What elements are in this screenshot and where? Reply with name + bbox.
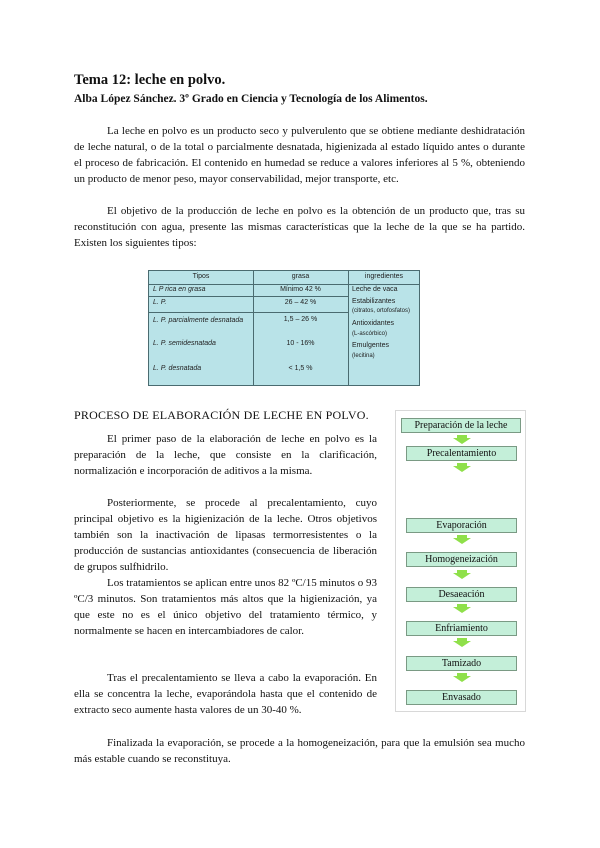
table-cell-tipo: L. P. parcialmente desnatada bbox=[153, 317, 244, 324]
intro-paragraph-1: La leche en polvo es un producto seco y pulverulento que se obtiene mediante deshidratación de leche natural, o de la total o parcialmente desnatada, higienizada al estado líquido antes o durante el proceso de fabricación. El contenido en humedad se reduce a valores inferiores al 5 %, obteniendo un producto de menor peso, mayor conservabilidad, mejor transporte, etc. bbox=[74, 125, 525, 185]
process-flowchart bbox=[395, 410, 526, 712]
table-cell-ingrediente: Emulgentes bbox=[352, 342, 389, 349]
table-divider bbox=[149, 296, 348, 297]
table-cell-ingrediente: Estabilizantes bbox=[352, 298, 396, 305]
table-cell-tipo: L. P. desnatada bbox=[153, 365, 202, 372]
section-paragraph-3: Los tratamientos se aplican entre unos 82 ºC/15 minutos o 93 ºC/3 minutos. Son tratamientos más altos que la higienización, ya que este no es el único objetivo del tratamiento térmico, y normalmente se hacen en intercambiadores de calor. bbox=[74, 577, 377, 637]
flow-step-desaeacion: Desaeación bbox=[406, 587, 517, 602]
table-cell-grasa: < 1,5 % bbox=[288, 365, 313, 372]
table-cell-ingrediente: (citratos, ortofosfatos) bbox=[352, 308, 411, 314]
table-cell-grasa: Mínimo 42 % bbox=[280, 286, 321, 293]
table-header-tipos: Tipos bbox=[192, 273, 210, 280]
table-cell-ingrediente: Antioxidantes bbox=[352, 320, 395, 327]
table-cell-ingrediente: Leche de vaca bbox=[352, 286, 398, 293]
table-cell-ingrediente: (L-ascórbico) bbox=[352, 331, 388, 337]
table-cell-tipo: L. P. semidesnatada bbox=[153, 340, 216, 347]
table-header-grasa: grasa bbox=[291, 273, 310, 280]
flow-step-evaporacion: Evaporación bbox=[406, 518, 517, 533]
document-title: Tema 12: leche en polvo. bbox=[74, 72, 226, 88]
down-arrow-icon bbox=[453, 604, 471, 613]
flow-step-tamizado: Tamizado bbox=[406, 656, 517, 671]
section-paragraph-4: Tras el precalentamiento se lleva a cabo la evaporación. En ella se concentra la leche, evaporándola hasta que el contenido de extracto seco aumente hasta valores de un 30-40 %. bbox=[74, 672, 377, 716]
flow-step-homogeneizacion: Homogeneización bbox=[406, 552, 517, 567]
table-header-ingredientes: ingredientes bbox=[364, 273, 404, 280]
table-cell-grasa: 1,5 – 26 % bbox=[283, 316, 318, 323]
flow-step-preparacion: Preparación de la leche bbox=[401, 418, 521, 433]
milk-powder-types-table bbox=[148, 270, 420, 386]
down-arrow-icon bbox=[453, 673, 471, 682]
table-cell-ingrediente: (lecitina) bbox=[352, 353, 375, 359]
section-paragraph-2: Posteriormente, se procede al precalentamiento, cuyo principal objetivo es la higienización de la leche. Otros objetivos también son la inactivación de lipasas termorresistentes o la producción de sustancias antioxidantes (consecuencia de liberación de grupos sulfhidrilo. bbox=[74, 497, 377, 573]
intro-paragraph-2: El objetivo de la producción de leche en polvo es la obtención de un producto que, tras su reconstitución con agua, presente las mismas características que la leche de la que se ha partido. Existen los siguientes tipos: bbox=[74, 205, 525, 249]
flow-step-envasado: Envasado bbox=[406, 690, 517, 705]
section-heading: PROCESO DE ELABORACIÓN DE LECHE EN POLVO. bbox=[74, 408, 369, 422]
table-cell-tipo: L. P. bbox=[153, 299, 167, 306]
document-author: Alba López Sánchez. 3º Grado en Ciencia y Tecnología de los Alimentos. bbox=[74, 93, 428, 105]
section-paragraph-5: Finalizada la evaporación, se procede a la homogeneización, para que la emulsión sea mucho más estable cuando se reconstituya. bbox=[74, 737, 525, 765]
down-arrow-icon bbox=[453, 435, 471, 444]
flow-step-precalentamiento: Precalentamiento bbox=[406, 446, 517, 461]
down-arrow-icon bbox=[453, 535, 471, 544]
table-cell-grasa: 10 - 16% bbox=[286, 340, 315, 347]
table-cell-tipo: L P rica en grasa bbox=[153, 286, 206, 293]
flow-step-enfriamiento: Enfriamiento bbox=[406, 621, 517, 636]
down-arrow-icon bbox=[453, 570, 471, 579]
down-arrow-icon bbox=[453, 463, 471, 472]
section-paragraph-1: El primer paso de la elaboración de leche en polvo es la preparación de la leche, que consiste en la clarificación, normalización e incorporación de aditivos a la misma. bbox=[74, 433, 377, 477]
down-arrow-icon bbox=[453, 638, 471, 647]
table-divider bbox=[149, 312, 348, 313]
table-divider bbox=[348, 271, 349, 385]
table-cell-grasa: 26 – 42 % bbox=[284, 299, 317, 306]
